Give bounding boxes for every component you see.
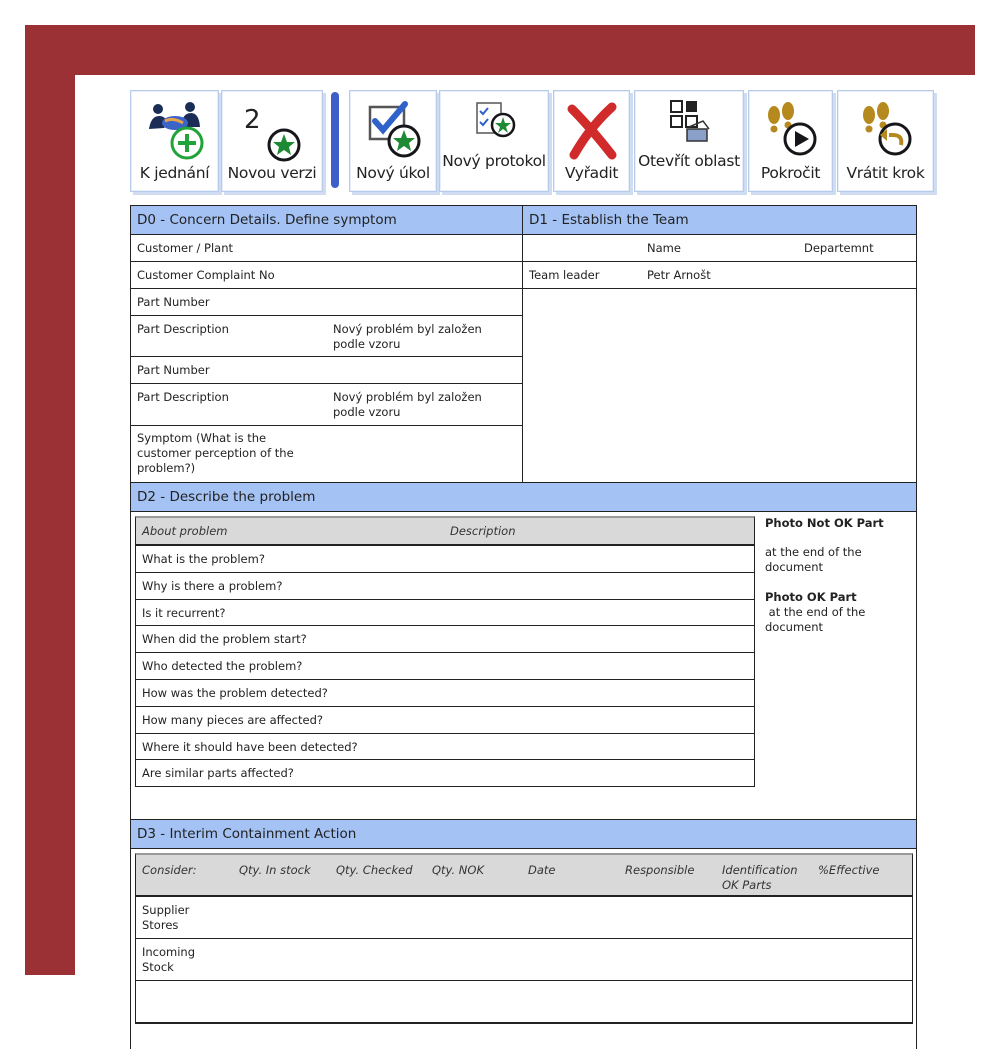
d3-col-qty-nok: Qty. NOK: [432, 863, 484, 877]
d1-header: D1 - Establish the Team: [523, 206, 916, 235]
new-task-button[interactable]: [349, 90, 437, 192]
d3-section: [131, 849, 916, 1049]
advance-button-label: Pokročit: [760, 164, 821, 182]
d3-col-responsible: Responsible: [625, 863, 695, 877]
new-version-button-label: Novou verzi: [227, 164, 317, 182]
return-step-button[interactable]: [837, 90, 934, 192]
d0-row-value[interactable]: Nový problém byl založen podle vzoru: [333, 322, 482, 351]
new-protocol-button-label: Nový protokol: [442, 152, 546, 170]
d0-row-part-number-2: [131, 357, 522, 384]
d3-row-label: Incoming Stock: [142, 945, 196, 974]
d0-row-value[interactable]: Nový problém byl založen podle vzoru: [333, 390, 482, 419]
d3-col-consider: Consider:: [142, 863, 197, 877]
d3-row-label: Supplier Stores: [142, 903, 190, 932]
meeting-add-icon: [145, 99, 205, 165]
open-area-icon: [665, 99, 713, 151]
d0-row-part-description: [131, 316, 522, 357]
d2-question-row[interactable]: Why is there a problem?: [136, 573, 754, 600]
d2-question-row[interactable]: How many pieces are affected?: [136, 707, 754, 734]
d0-header: D0 - Concern Details. Define symptom: [131, 206, 522, 235]
d3-col-effective: %Effective: [818, 863, 880, 877]
d1-col-name: Name: [647, 241, 681, 255]
new-task-icon: [362, 101, 424, 165]
d0-row-label: Part Number: [137, 363, 210, 377]
return-step-icon: [857, 101, 915, 163]
photo-ok-title: Photo OK Part: [765, 590, 857, 604]
advance-button[interactable]: [748, 90, 833, 192]
d1-team-row: [523, 262, 916, 289]
version-number: 2: [244, 105, 261, 135]
open-area-button[interactable]: [634, 90, 744, 192]
d0-section: [131, 206, 523, 482]
d2-problem-table: [135, 516, 755, 787]
d3-table-header: [136, 855, 912, 897]
d2-question-row[interactable]: Who detected the problem?: [136, 653, 754, 680]
d2-table-header: [136, 518, 754, 546]
d0-row-label: Part Number: [137, 295, 210, 309]
d3-row-empty[interactable]: [136, 981, 912, 1023]
return-step-button-label: Vrátit krok: [846, 164, 925, 182]
d3-col-qty-checked: Qty. Checked: [336, 863, 413, 877]
new-version-button[interactable]: [221, 90, 323, 192]
8d-report-sheet: [130, 205, 917, 1049]
d0-d1-section: [131, 206, 916, 483]
d2-header: D2 - Describe the problem: [131, 483, 916, 512]
d0-row-complaint-no: [131, 262, 522, 289]
document-viewport: [75, 75, 975, 974]
d0-row-label: Customer / Plant: [137, 241, 234, 255]
d0-row-customer-plant: [131, 235, 522, 262]
d3-containment-table: [135, 853, 913, 1024]
photo-ok-text: at the end of the document: [765, 605, 869, 634]
d2-question-row[interactable]: What is the problem?: [136, 546, 754, 573]
d1-section: [523, 206, 916, 482]
page-frame: [25, 25, 975, 975]
document-area: [75, 75, 975, 975]
d1-column-headers: [523, 235, 916, 262]
new-version-icon: [266, 127, 302, 167]
d3-row-supplier-stores[interactable]: [136, 897, 912, 939]
new-protocol-icon: [469, 97, 519, 153]
d0-row-part-description-2: [131, 384, 522, 426]
d3-col-date: Date: [528, 863, 556, 877]
d0-row-part-number: [131, 289, 522, 316]
discard-x-icon: [566, 103, 618, 163]
d3-row-incoming-stock[interactable]: [136, 939, 912, 981]
d0-row-label: Symptom (What is the customer perception of the problem?): [137, 431, 294, 475]
d3-header: D3 - Interim Containment Action: [131, 820, 916, 849]
advance-step-icon: [762, 101, 820, 163]
open-area-button-label: Otevřít oblast: [638, 152, 740, 170]
d1-team-name[interactable]: Petr Arnošt: [647, 268, 711, 282]
d3-col-identification: Identification OK Parts: [722, 863, 798, 892]
new-task-button-label: Nový úkol: [356, 164, 430, 182]
discard-button-label: Vyřadit: [564, 164, 619, 182]
d2-question-row[interactable]: Are similar parts affected?: [142, 766, 294, 781]
photo-not-ok-title: Photo Not OK Part: [765, 516, 884, 530]
photo-not-ok-text: at the end of the document: [765, 545, 862, 574]
d0-row-symptom: [131, 426, 522, 483]
d2-question-row[interactable]: Is it recurrent?: [136, 600, 754, 627]
d3-col-qty-in-stock: Qty. In stock: [239, 863, 311, 877]
d0-row-label: Customer Complaint No: [137, 268, 275, 282]
d1-col-department: Departemnt: [804, 241, 874, 255]
meeting-button[interactable]: [130, 90, 219, 192]
d0-row-label: Part Description: [137, 322, 229, 336]
new-protocol-button[interactable]: [439, 90, 549, 192]
d2-question-row[interactable]: Where it should have been detected?: [136, 734, 754, 761]
d0-row-label: Part Description: [137, 390, 229, 404]
discard-button[interactable]: [553, 90, 630, 192]
toolbar-separator: [331, 92, 339, 188]
d1-team-role: Team leader: [529, 268, 600, 282]
d2-col-about: About problem: [142, 524, 228, 538]
d2-question-row[interactable]: When did the problem start?: [136, 626, 754, 653]
meeting-button-label: K jednání: [139, 164, 210, 182]
d2-col-description: Description: [450, 524, 516, 538]
d2-section: [131, 512, 916, 820]
d2-question-row[interactable]: How was the problem detected?: [136, 680, 754, 707]
